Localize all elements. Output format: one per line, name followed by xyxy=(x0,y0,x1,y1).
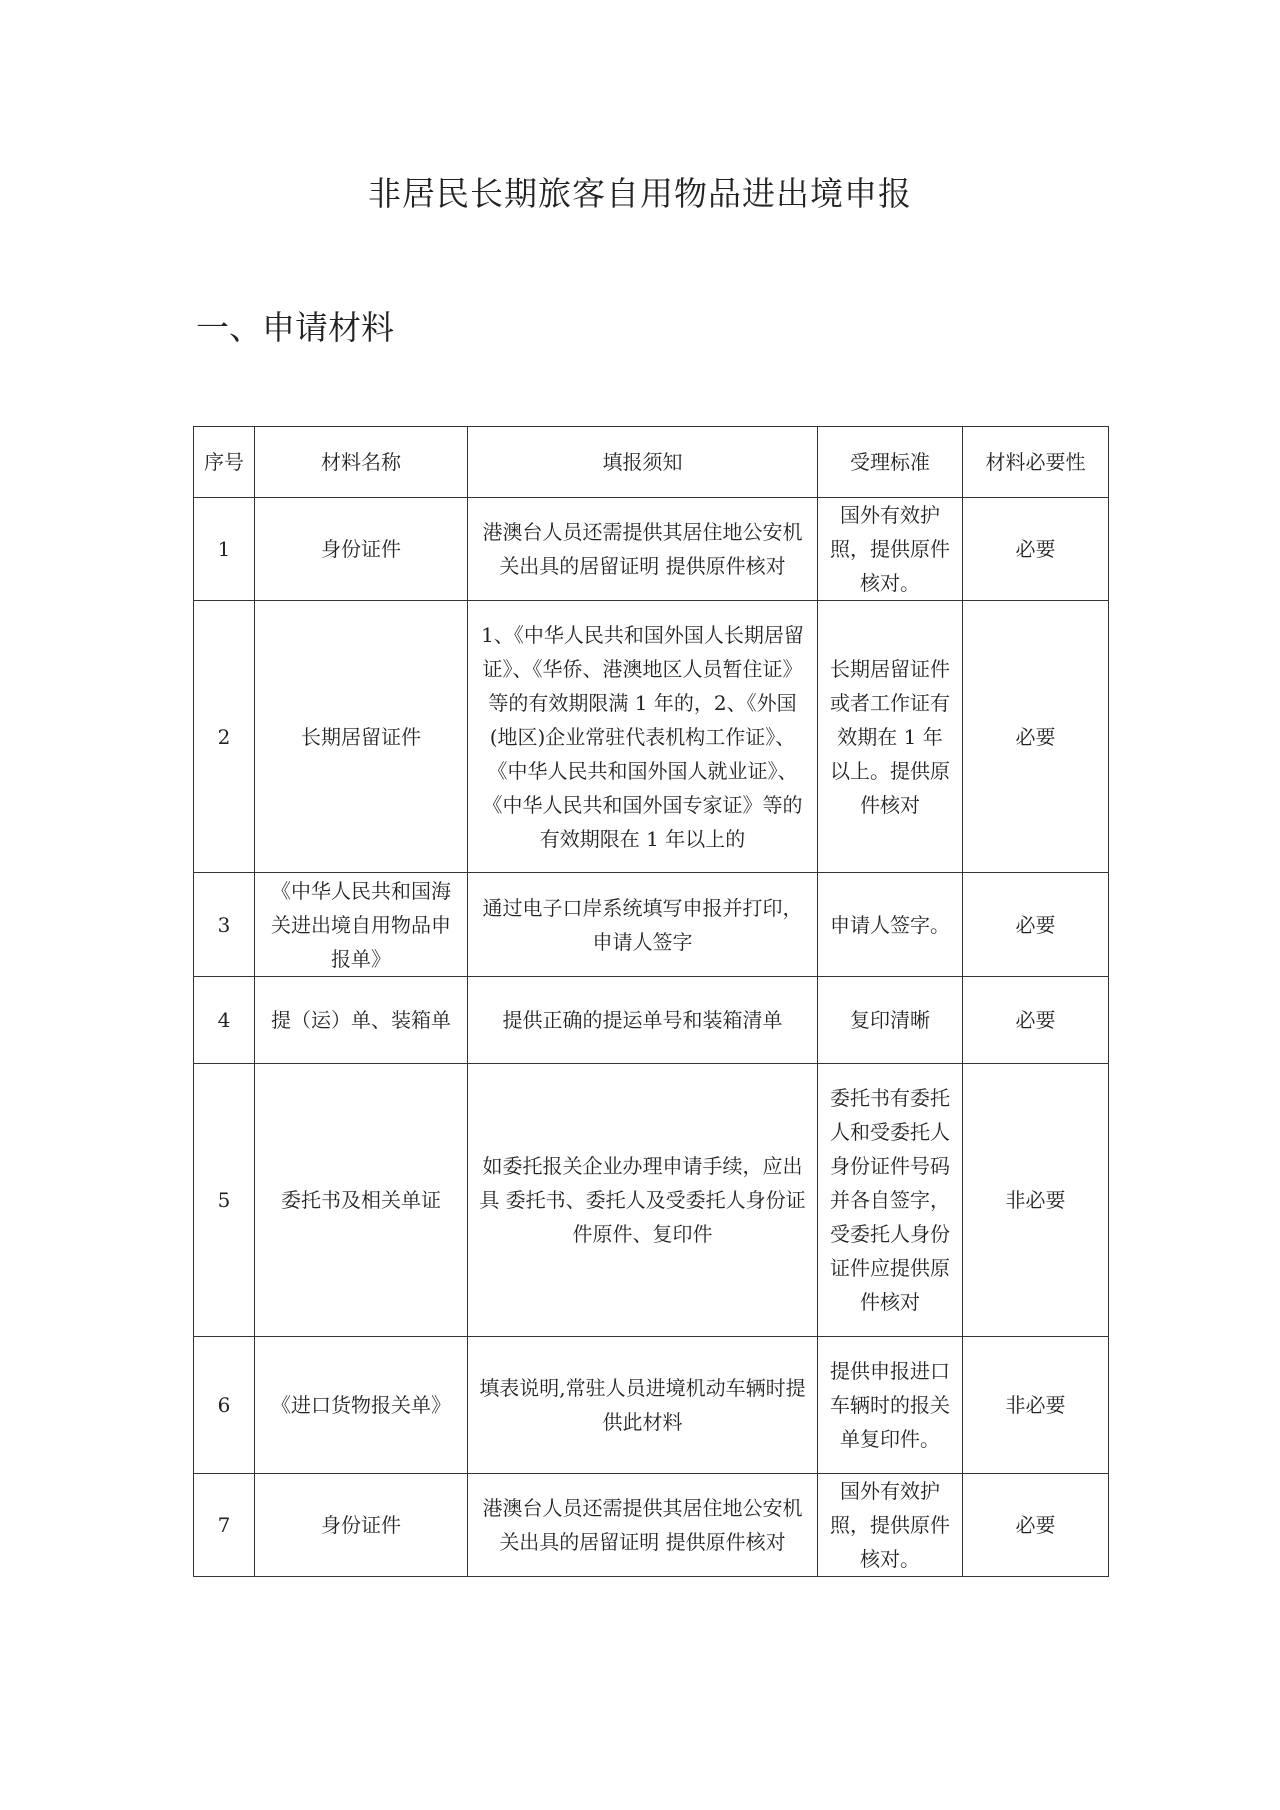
cell-standard: 国外有效护照，提供原件核对。 xyxy=(818,1474,963,1577)
cell-standard: 长期居留证件或者工作证有效期在 1 年以上。提供原件核对 xyxy=(818,601,963,873)
document-title: 非居民长期旅客自用物品进出境申报 xyxy=(368,174,912,213)
header-index: 序号 xyxy=(194,427,255,498)
cell-name: 身份证件 xyxy=(255,1474,468,1577)
cell-notice: 提供正确的提运单号和装箱清单 xyxy=(468,977,818,1064)
materials-table xyxy=(193,426,1109,1577)
cell-notice: 港澳台人员还需提供其居住地公安机关出具的居留证明 提供原件核对 xyxy=(468,498,818,601)
cell-standard: 委托书有委托人和受委托人身份证件号码并各自签字，受委托人身份证件应提供原件核对 xyxy=(818,1064,963,1337)
table-row xyxy=(194,601,1109,873)
table-row xyxy=(194,977,1109,1064)
cell-standard: 复印清晰 xyxy=(818,977,963,1064)
cell-notice: 填表说明,常驻人员进境机动车辆时提供此材料 xyxy=(468,1337,818,1474)
cell-standard: 国外有效护照，提供原件核对。 xyxy=(818,498,963,601)
cell-index: 4 xyxy=(194,977,255,1064)
cell-index: 7 xyxy=(194,1474,255,1577)
header-notice: 填报须知 xyxy=(468,427,818,498)
header-name: 材料名称 xyxy=(255,427,468,498)
cell-notice: 如委托报关企业办理申请手续，应出具 委托书、委托人及受委托人身份证件原件、复印件 xyxy=(468,1064,818,1337)
cell-name: 长期居留证件 xyxy=(255,601,468,873)
cell-name: 身份证件 xyxy=(255,498,468,601)
table-row xyxy=(194,1474,1109,1577)
cell-index: 3 xyxy=(194,873,255,977)
table-row xyxy=(194,1337,1109,1474)
header-required: 材料必要性 xyxy=(963,427,1109,498)
table-row xyxy=(194,1064,1109,1337)
cell-standard: 申请人签字。 xyxy=(818,873,963,977)
cell-index: 2 xyxy=(194,601,255,873)
cell-required: 必要 xyxy=(963,601,1109,873)
cell-required: 必要 xyxy=(963,1474,1109,1577)
cell-notice: 1、《中华人民共和国外国人长期居留证》、《华侨、港澳地区人员暂住证》等的有效期限满 1 年的，2、《外国(地区)企业常驻代表机构工作证》、《中华人民共和国外国人就业证》、《中华人民共和国外国专家证》等的有效期限在 1 年以上的 xyxy=(468,601,818,873)
cell-name: 提（运）单、装箱单 xyxy=(255,977,468,1064)
cell-required: 必要 xyxy=(963,498,1109,601)
cell-standard: 提供申报进口车辆时的报关单复印件。 xyxy=(818,1337,963,1474)
cell-required: 必要 xyxy=(963,873,1109,977)
cell-notice: 通过电子口岸系统填写申报并打印，申请人签字 xyxy=(468,873,818,977)
cell-index: 1 xyxy=(194,498,255,601)
cell-required: 非必要 xyxy=(963,1337,1109,1474)
cell-required: 必要 xyxy=(963,977,1109,1064)
table-header-row xyxy=(194,427,1109,498)
table-row xyxy=(194,873,1109,977)
cell-index: 5 xyxy=(194,1064,255,1337)
cell-name: 《进口货物报关单》 xyxy=(255,1337,468,1474)
cell-name: 委托书及相关单证 xyxy=(255,1064,468,1337)
cell-index: 6 xyxy=(194,1337,255,1474)
table-row xyxy=(194,498,1109,601)
cell-notice: 港澳台人员还需提供其居住地公安机关出具的居留证明 提供原件核对 xyxy=(468,1474,818,1577)
header-standard: 受理标准 xyxy=(818,427,963,498)
section-heading: 一、申请材料 xyxy=(196,308,394,347)
cell-required: 非必要 xyxy=(963,1064,1109,1337)
cell-name: 《中华人民共和国海关进出境自用物品申报单》 xyxy=(255,873,468,977)
